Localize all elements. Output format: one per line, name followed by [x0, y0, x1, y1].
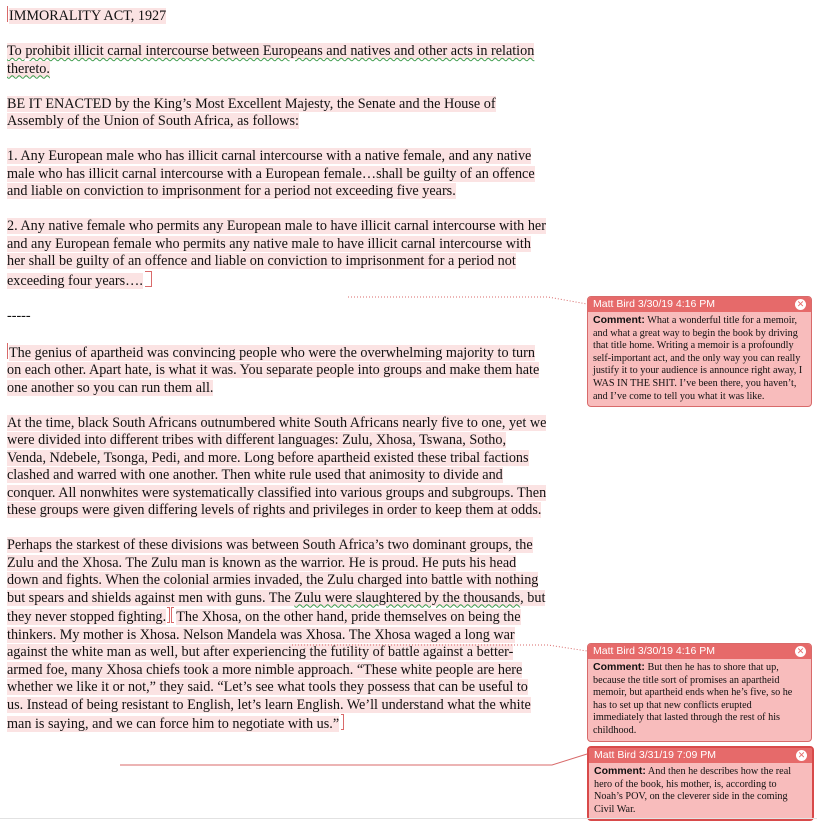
separator: -----	[7, 307, 31, 324]
comment-text: But then he has to shore that up, because the title sort of promises an apartheid memoir, but apartheid ends when he’s five, so he has to set up that new conflicts erupted immediately that lasted through the rest of his childhood.	[593, 662, 793, 736]
comment-text: What a wonderful title for a memoir, and what a great way to begin the book by driving that title home. Writing a memoir is a profoundly self-important act, and the only way you can really justify it to your audience is announce right away, I WAS IN THE SHIT. I’ve been there, you haven’t, and I’ve come to tell you what it was like.	[593, 315, 803, 402]
doc-purpose: To prohibit illicit carnal intercourse between Europeans and natives and other acts in relation thereto.	[7, 43, 535, 77]
comment-header	[588, 297, 811, 312]
comment-anchor-end-2	[167, 607, 170, 623]
comment-anchor-end-1	[145, 271, 152, 287]
comment-body[interactable]	[589, 763, 812, 819]
enacting-clause: BE IT ENACTED by the King’s Most Excellent Majesty, the Senate and the House of Assembly of the Union of South Africa, as follows:	[7, 95, 496, 129]
paragraph-1: The genius of apartheid was convincing people who were the overwhelming majority to turn on each other. Apart hate, is what it was. You separate people into groups and make them hate one another so you can run them all.	[7, 344, 540, 396]
comment-anchor-start-3	[171, 607, 174, 623]
comment-label: Comment:	[593, 314, 645, 326]
comment-header	[589, 748, 812, 763]
comment-anchor-start	[7, 6, 8, 22]
comment-balloon-1[interactable]	[587, 296, 812, 407]
doc-title: IMMORALITY ACT, 1927	[9, 8, 167, 24]
comment-author-date: Matt Bird 3/30/19 4:16 PM	[593, 298, 715, 310]
close-icon[interactable]: ✕	[796, 646, 805, 656]
page-bottom-divider	[0, 818, 817, 819]
section-2: 2. Any native female who permits any European male to have illicit carnal intercourse with her and any European female who permits any native male to have illicit carnal intercourse with her shall be guilty of an offence and liable on conviction to imprisonment for a period not exceeding four years….	[7, 218, 546, 289]
document-body[interactable]	[7, 6, 547, 751]
paragraph-2: At the time, black South Africans outnumbered white South Africans nearly five to one, yet we were divided into different tribes with different languages: Zulu, Xhosa, Tswana, Sotho, Venda, Ndebele, Tsonga, Pedi, and more. Long before apartheid existed these tribal factions clashed and warred with one another. Then white rule used that animosity to divide and conquer. All nonwhites were systematically classified into various groups and subgroups. Then these groups were given differing levels of rights and privileges in order to keep them at odds.	[7, 414, 547, 518]
close-icon[interactable]: ✕	[796, 299, 805, 309]
comment-balloon-3[interactable]	[587, 746, 814, 821]
section-1: 1. Any European male who has illicit carnal intercourse with a native female, and any native male who has illicit carnal intercourse with a European female…shall be guilty of an offence and liable on conviction to imprisonment for a period not exceeding five years.	[7, 148, 535, 199]
comment-body[interactable]	[588, 659, 811, 741]
comment-author-date: Matt Bird 3/30/19 4:16 PM	[593, 645, 715, 657]
comment-text: And then he describes how the real hero of the book, his mother, is, according to Noah’s POV, on the cleverer side in the coming Civil War.	[594, 766, 792, 815]
comment-header	[588, 644, 811, 659]
comment-balloon-2[interactable]	[587, 643, 812, 742]
paragraph-3: Perhaps the starkest of these divisions was between South Africa’s two dominant groups, the Zulu and the Xhosa. The Zulu man is known as the warrior. He is proud. He puts his head down and fights. When the colonial armies invaded, the Zulu charged into battle with nothing but spears and shields against men with guns. The Zulu were slaughtered by the thousands, but they never stopped fighting. The Xhosa, on the other hand, pride themselves on being the thinkers. My mother is Xhosa. Nelson Mandela was Xhosa. The Xhosa waged a long war against the white man as well, but after experiencing the futility of battle against a better-armed foe, many Xhosa chiefs took a more nimble approach. “These white people are here whether we like it or not,” they said. “Let’s see what tools they possess that can be useful to us. Instead of being resistant to English, let’s learn English. We’ll understand what the white man is saying, and we can force him to negotiate with us.”	[7, 537, 546, 732]
comment-author-date: Matt Bird 3/31/19 7:09 PM	[594, 749, 716, 761]
comment-anchor-start-2	[7, 343, 8, 359]
comment-label: Comment:	[593, 661, 645, 673]
comment-label: Comment:	[594, 765, 646, 777]
close-icon[interactable]: ✕	[797, 750, 806, 760]
comment-body[interactable]	[588, 312, 811, 406]
connector-line-3	[120, 754, 587, 765]
comment-anchor-end-3	[341, 714, 344, 730]
